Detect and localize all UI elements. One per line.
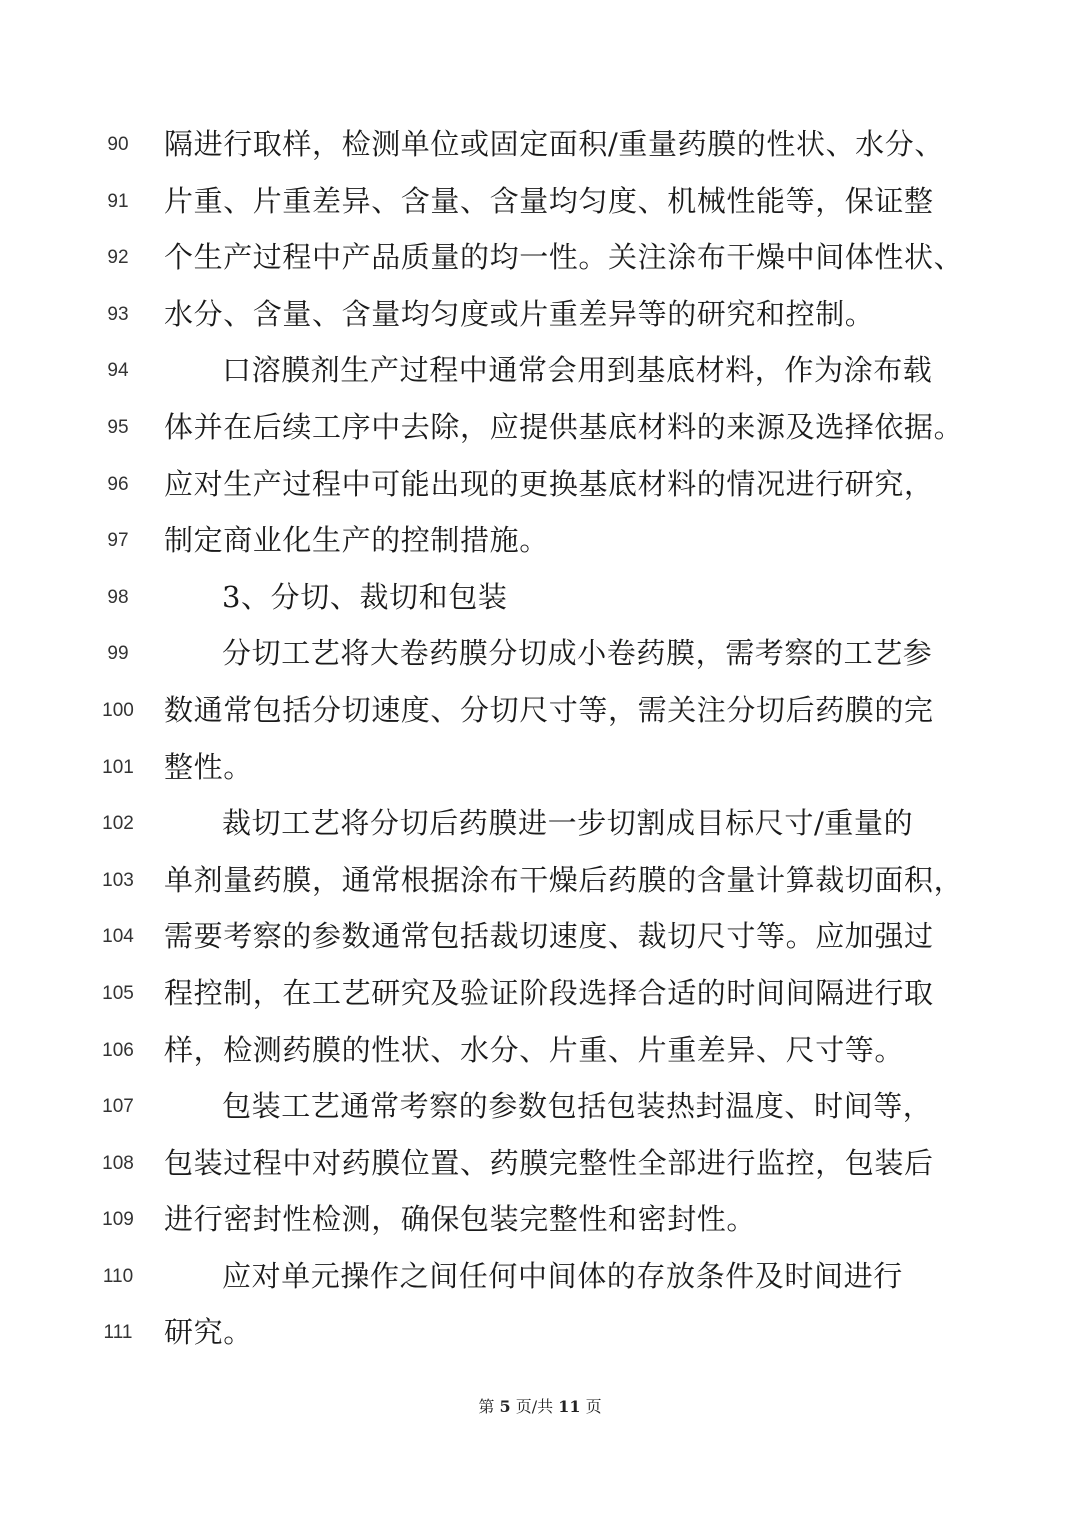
line-text: 包装过程中对药膜位置、药膜完整性全部进行监控，包装后 xyxy=(164,1145,934,1180)
line-number: 100 xyxy=(102,699,134,721)
text-line xyxy=(0,1256,1080,1313)
line-number: 97 xyxy=(107,530,129,552)
line-number: 105 xyxy=(102,982,134,1004)
line-number: 106 xyxy=(102,1039,134,1061)
text-line xyxy=(0,973,1080,1030)
line-text: 单剂量药膜，通常根据涂布干燥后药膜的含量计算裁切面积， xyxy=(164,862,964,897)
line-number: 104 xyxy=(102,926,134,948)
text-line xyxy=(0,237,1080,294)
text-line xyxy=(0,124,1080,181)
text-line xyxy=(0,1030,1080,1087)
text-line xyxy=(0,1086,1080,1143)
text-line xyxy=(0,407,1080,464)
text-line xyxy=(0,633,1080,690)
line-text: 应对生产过程中可能出现的更换基底材料的情况进行研究， xyxy=(164,466,934,501)
line-text: 样，检测药膜的性状、水分、片重、片重差异、尺寸等。 xyxy=(164,1032,905,1067)
text-line xyxy=(0,916,1080,973)
line-number: 103 xyxy=(102,869,134,891)
text-line xyxy=(0,747,1080,804)
text-line xyxy=(0,294,1080,351)
text-lines xyxy=(0,124,1080,1369)
line-text: 分切工艺将大卷药膜分切成小卷药膜，需考察的工艺参 xyxy=(222,636,933,671)
line-number: 101 xyxy=(102,756,134,778)
text-line xyxy=(0,464,1080,521)
line-number: 92 xyxy=(107,247,129,269)
line-text: 裁切工艺将分切后药膜进一步切割成目标尺寸/重量的 xyxy=(222,806,914,841)
line-text: 研究。 xyxy=(164,1315,253,1350)
line-text: 应对单元操作之间任何中间体的存放条件及时间进行 xyxy=(222,1258,903,1293)
text-line xyxy=(0,1312,1080,1369)
line-text: 水分、含量、含量均匀度或片重差异等的研究和控制。 xyxy=(164,296,875,331)
line-text: 需要考察的参数通常包括裁切速度、裁切尺寸等。应加强过 xyxy=(164,919,934,954)
line-number: 95 xyxy=(107,416,129,438)
text-line xyxy=(0,860,1080,917)
line-number: 93 xyxy=(107,303,129,325)
line-number: 96 xyxy=(107,473,129,495)
line-number: 94 xyxy=(107,360,129,382)
page-footer xyxy=(0,1394,1080,1417)
total-page-number: 11 xyxy=(558,1397,581,1416)
line-text: 数通常包括分切速度、分切尺寸等，需关注分切后药膜的完 xyxy=(164,692,934,727)
text-line xyxy=(0,803,1080,860)
line-text: 包装工艺通常考察的参数包括包装热封温度、时间等， xyxy=(222,1089,933,1124)
line-number: 98 xyxy=(107,586,129,608)
line-text: 隔进行取样，检测单位或固定面积/重量药膜的性状、水分、 xyxy=(164,127,944,161)
line-number: 110 xyxy=(102,1265,134,1287)
section-heading-line xyxy=(0,577,1080,634)
footer-middle: 页/共 xyxy=(515,1397,554,1416)
text-line xyxy=(0,1199,1080,1256)
line-number: 107 xyxy=(102,1096,134,1118)
footer-prefix: 第 xyxy=(478,1397,495,1416)
line-text: 体并在后续工序中去除，应提供基底材料的来源及选择依据。 xyxy=(164,409,964,444)
section-heading: 3、分切、裁切和包装 xyxy=(222,579,508,614)
line-text: 口溶膜剂生产过程中通常会用到基底材料，作为涂布载 xyxy=(222,353,933,388)
line-number: 91 xyxy=(107,190,129,212)
line-number: 108 xyxy=(102,1152,134,1174)
line-number: 111 xyxy=(103,1322,133,1344)
text-line xyxy=(0,350,1080,407)
text-line xyxy=(0,520,1080,577)
line-text: 进行密封性检测，确保包装完整性和密封性。 xyxy=(164,1202,757,1237)
line-text: 个生产过程中产品质量的均一性。关注涂布干燥中间体性状、 xyxy=(164,240,964,275)
line-text: 程控制，在工艺研究及验证阶段选择合适的时间间隔进行取 xyxy=(164,975,934,1010)
line-number: 109 xyxy=(102,1209,134,1231)
text-line xyxy=(0,181,1080,238)
line-number: 90 xyxy=(107,134,129,155)
footer-suffix: 页 xyxy=(585,1397,602,1416)
line-number: 102 xyxy=(102,813,134,835)
line-text: 片重、片重差异、含量、含量均匀度、机械性能等，保证整 xyxy=(164,183,934,218)
line-text: 整性。 xyxy=(164,749,253,784)
text-line xyxy=(0,1143,1080,1200)
line-number: 99 xyxy=(107,643,129,665)
text-line xyxy=(0,690,1080,747)
line-text: 制定商业化生产的控制措施。 xyxy=(164,523,549,558)
current-page-number: 5 xyxy=(499,1397,511,1416)
